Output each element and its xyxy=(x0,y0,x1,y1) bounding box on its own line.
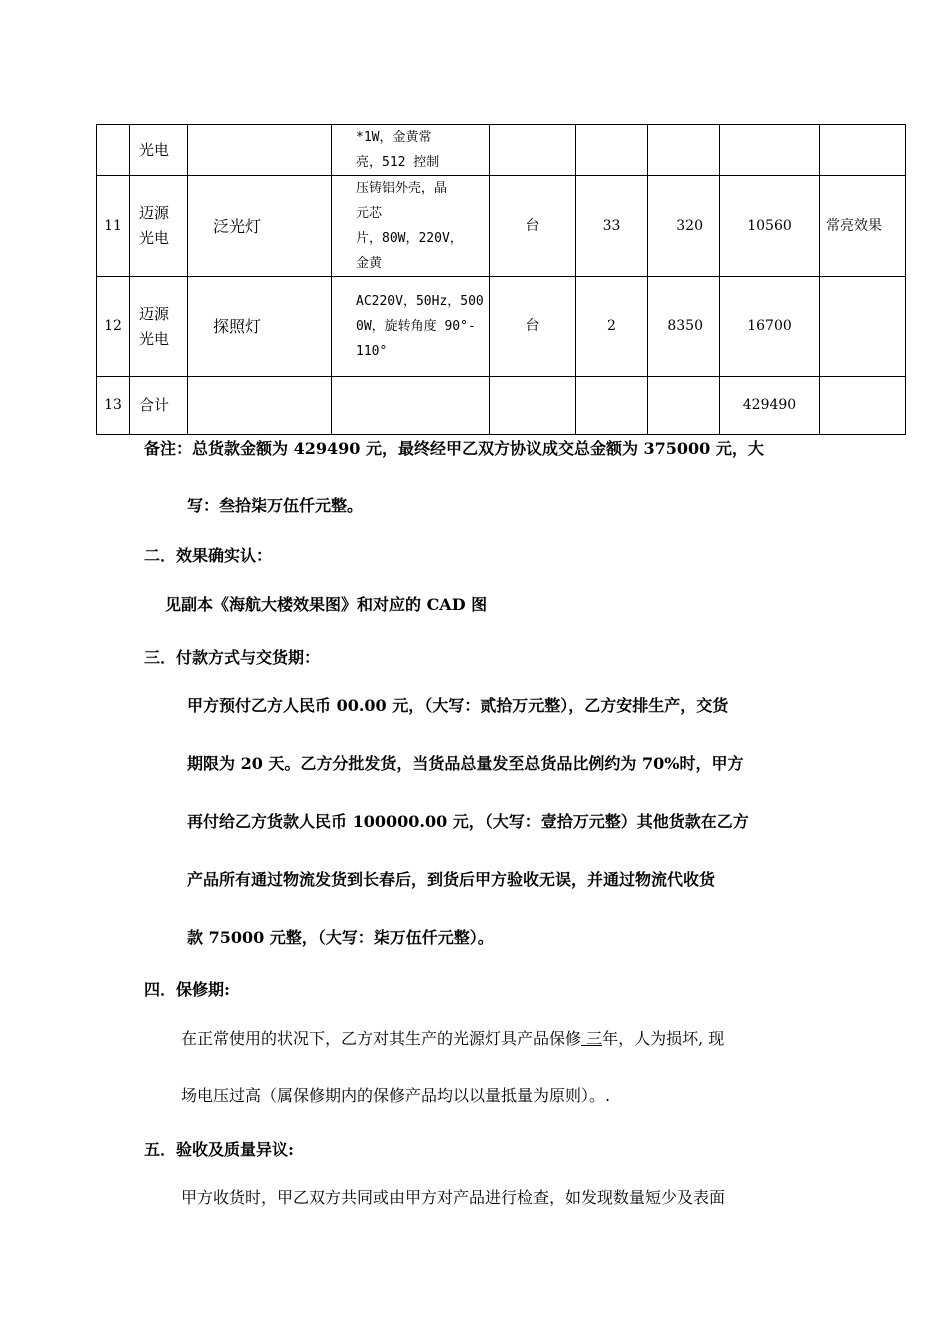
unit-price-cell xyxy=(648,377,720,435)
section-3-heading: 三．付款方式与交货期： xyxy=(144,648,321,667)
row-number-cell: 12 xyxy=(97,277,130,377)
spec-line: 片，80W，220V， xyxy=(356,231,463,246)
spec-line: AC220V，50Hz，500 xyxy=(356,294,484,309)
spec-line: *1W，金黄常 xyxy=(356,130,432,145)
product-name-cell xyxy=(188,125,332,176)
quantity-cell xyxy=(576,125,648,176)
spec-line: 元芯 xyxy=(356,206,383,221)
unit-price-cell: 8350 xyxy=(648,277,720,377)
brand-cell: 迈源光电 xyxy=(130,176,188,277)
section-3-line: 再付给乙方货款人民币 100000.00 元，（大写：壹拾万元整）其他货款在乙方 xyxy=(187,812,749,831)
quantity-cell xyxy=(576,377,648,435)
spec-cell xyxy=(332,176,490,277)
quantity-cell: 2 xyxy=(576,277,648,377)
spec-cell xyxy=(332,277,490,377)
row-number-cell xyxy=(97,125,130,176)
product-name-cell: 探照灯 xyxy=(188,277,332,377)
section-3-line: 款 75000 元整，（大写：柒万伍仟元整）。 xyxy=(187,928,494,947)
section-5-line-1: 甲方收货时，甲乙双方共同或由甲方对产品进行检查，如发现数量短少及表面 xyxy=(181,1188,726,1207)
quantity-cell: 33 xyxy=(576,176,648,277)
section-4-line-2: 场电压过高（属保修期内的保修产品均以以量抵量为原则）。. xyxy=(181,1086,611,1105)
product-name-cell xyxy=(188,377,332,435)
product-table xyxy=(96,124,906,435)
unit-cell xyxy=(490,125,576,176)
note-cell xyxy=(820,277,906,377)
table-row xyxy=(97,377,906,435)
section-2-text: 见副本《海航大楼效果图》和对应的 CAD 图 xyxy=(165,595,488,614)
table-row xyxy=(97,125,906,176)
warranty-years: 三 xyxy=(581,1029,603,1048)
unit-price-cell: 320 xyxy=(648,176,720,277)
spec-cell xyxy=(332,377,490,435)
section-2-heading: 二．效果确实认： xyxy=(144,546,273,565)
section-3-line: 期限为 20 天。乙方分批发货，当货品总量发至总货品比例约为 70%时，甲方 xyxy=(187,754,744,773)
amount-cell: 10560 xyxy=(720,176,820,277)
spec-line: 0W，旋转角度 90°- xyxy=(356,319,476,334)
spec-cell xyxy=(332,125,490,176)
unit-cell xyxy=(490,377,576,435)
unit-cell: 台 xyxy=(490,176,576,277)
amount-cell: 16700 xyxy=(720,277,820,377)
spec-line: 110° xyxy=(356,344,388,359)
brand-cell: 光电 xyxy=(130,125,188,176)
brand-cell: 迈源光电 xyxy=(130,277,188,377)
section-3-line: 甲方预付乙方人民币 00.00 元，（大写：贰拾万元整），乙方安排生产，交货 xyxy=(187,696,729,715)
table-row xyxy=(97,277,906,377)
note-cell xyxy=(820,125,906,176)
product-name-cell: 泛光灯 xyxy=(188,176,332,277)
unit-cell: 台 xyxy=(490,277,576,377)
table-row xyxy=(97,176,906,277)
section-3-line: 产品所有通过物流发货到长春后，到货后甲方验收无误，并通过物流代收货 xyxy=(187,870,716,889)
brand-cell: 合计 xyxy=(130,377,188,435)
remark-line-1: 备注：总货款金额为 429490 元，最终经甲乙双方协议成交总金额为 375000 元，大 xyxy=(144,439,764,458)
section-4-heading: 四．保修期: xyxy=(144,980,230,999)
spec-line: 金黄 xyxy=(356,256,383,271)
amount-cell xyxy=(720,125,820,176)
section-5-heading: 五．验收及质量异议: xyxy=(144,1140,294,1159)
section-4-line-1: 在正常使用的状况下，乙方对其生产的光源灯具产品保修 三年，人为损坏, 现 xyxy=(181,1029,725,1048)
spec-line: 亮，512 控制 xyxy=(356,155,440,170)
row-number-cell: 11 xyxy=(97,176,130,277)
spec-line: 压铸铝外壳，晶 xyxy=(356,181,448,196)
row-number-cell: 13 xyxy=(97,377,130,435)
note-cell: 常亮效果 xyxy=(820,176,906,277)
note-cell xyxy=(820,377,906,435)
unit-price-cell xyxy=(648,125,720,176)
amount-cell: 429490 xyxy=(720,377,820,435)
remark-line-2: 写：叁拾柒万伍仟元整。 xyxy=(187,496,364,515)
